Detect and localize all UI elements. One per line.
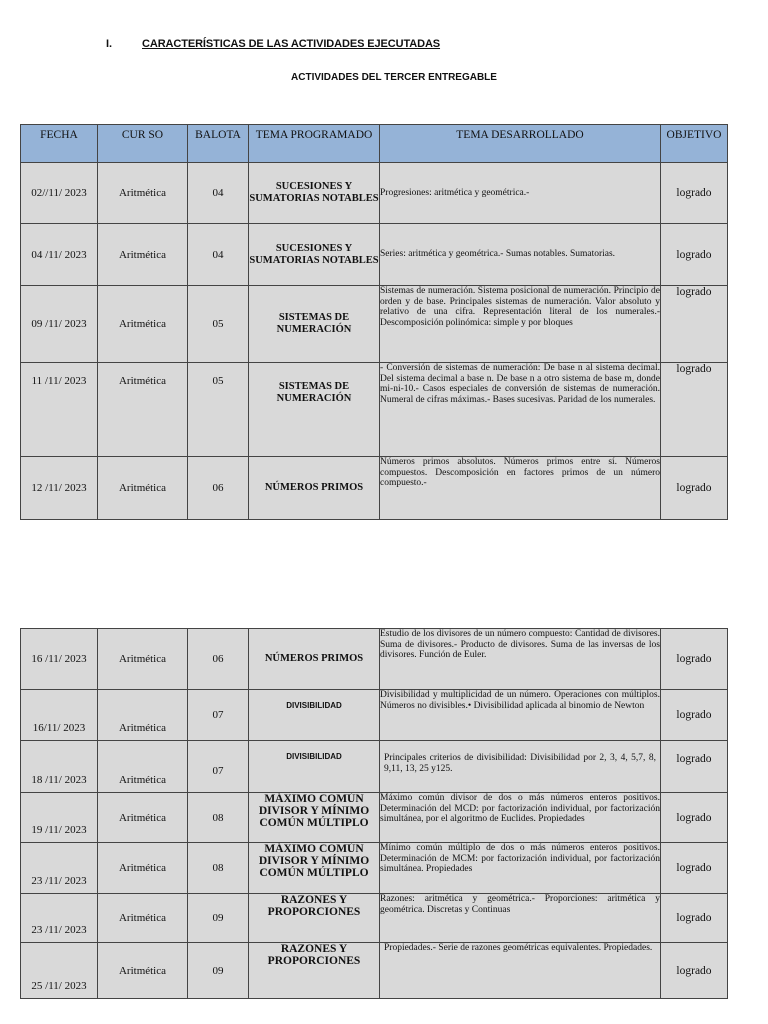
cell-curso: Aritmética [98,741,188,793]
cell-balota: 04 [188,224,249,286]
cell-fecha: 25 /11/ 2023 [21,943,98,999]
cell-curso: Aritmética [98,286,188,363]
cell-balota: 07 [188,690,249,741]
cell-tema: NÚMEROS PRIMOS [249,457,380,520]
cell-objetivo: logrado [661,843,728,894]
cell-tema: NÚMEROS PRIMOS [249,629,380,690]
cell-balota: 07 [188,741,249,793]
table-row [21,629,728,690]
cell-curso: Aritmética [98,363,188,457]
cell-tema: RAZONES Y PROPORCIONES [249,894,380,943]
header-balota: BALOTA [188,125,249,163]
activities-table-2 [20,628,728,999]
cell-tema: SISTEMAS DE NUMERACIÓN [249,363,380,457]
cell-desc: Propiedades.- Serie de razones geométricas equivalentes. Propiedades. [380,943,661,999]
cell-desc: Principales criterios de divisibilidad: Divisibilidad por 2, 3, 4, 5,7, 8, 9,11, 13, 25 y125. [380,741,661,793]
cell-balota: 04 [188,163,249,224]
cell-fecha: 23 /11/ 2023 [21,843,98,894]
cell-tema: SUCESIONES Y SUMATORIAS NOTABLES [249,224,380,286]
cell-objetivo: logrado [661,943,728,999]
cell-tema: MÁXIMO COMÚN DIVISOR Y MÍNIMO COMÚN MÚLTIPLO [249,793,380,843]
cell-desc: Máximo común divisor de dos o más números enteros positivos. Determinación del MCD: por factorización individual, por factorización simultánea, por el algoritmo de Euclides. Propiedades [380,793,661,843]
cell-desc: - Conversión de sistemas de numeración: De base n al sistema decimal. Del sistema decimal a base n. De base n a otro sistema de base m, donde mi-ni-10.- Casos especiales de conversión de sistemas de numeración. Numeral de cifras máximas.- Bases sucesivas. Paridad de los numerales. [380,363,661,457]
cell-tema: DIVISIBILIDAD [249,690,380,741]
table-row [21,363,728,457]
section-heading [106,38,440,50]
cell-objetivo: logrado [661,224,728,286]
cell-tema: SUCESIONES Y SUMATORIAS NOTABLES [249,163,380,224]
table-row [21,224,728,286]
cell-curso: Aritmética [98,224,188,286]
cell-balota: 09 [188,943,249,999]
cell-tema: DIVISIBILIDAD [249,741,380,793]
cell-curso: Aritmética [98,163,188,224]
cell-fecha: 19 /11/ 2023 [21,793,98,843]
table-header-row [21,125,728,163]
cell-curso: Aritmética [98,793,188,843]
cell-fecha: 11 /11/ 2023 [21,363,98,457]
cell-objetivo: logrado [661,741,728,793]
cell-tema: RAZONES Y PROPORCIONES [249,943,380,999]
cell-curso: Aritmética [98,629,188,690]
cell-objetivo: logrado [661,894,728,943]
cell-desc: Estudio de los divisores de un número compuesto: Cantidad de divisores. Suma de divisores.- Producto de divisores. Suma de las inversas de los divisores. Función de Euler. [380,629,661,690]
cell-curso: Aritmética [98,690,188,741]
cell-desc: Divisibilidad y multiplicidad de un número. Operaciones con múltiplos. Números no divisibles.• Divisibilidad aplicada al binomio de Newton [380,690,661,741]
table-row [21,793,728,843]
cell-objetivo: logrado [661,163,728,224]
table-row [21,894,728,943]
table-row [21,741,728,793]
cell-balota: 08 [188,793,249,843]
cell-desc: Razones: aritmética y geométrica.- Proporciones: aritmética y geométrica. Discretas y Continuas [380,894,661,943]
header-tema-programado: TEMA PROGRAMADO [249,125,380,163]
section-number: I. [106,38,112,50]
cell-fecha: 12 /11/ 2023 [21,457,98,520]
cell-fecha: 16/11/ 2023 [21,690,98,741]
cell-balota: 06 [188,457,249,520]
header-fecha: FECHA [21,125,98,163]
cell-balota: 09 [188,894,249,943]
cell-desc: Números primos absolutos. Números primos entre sí. Números compuestos. Descomposición en factores primos de un número compuesto.- [380,457,661,520]
activities-table-1 [20,124,728,520]
table-row [21,457,728,520]
cell-fecha: 04 /11/ 2023 [21,224,98,286]
cell-tema: SISTEMAS DE NUMERACIÓN [249,286,380,363]
cell-curso: Aritmética [98,843,188,894]
cell-fecha: 18 /11/ 2023 [21,741,98,793]
cell-desc: Progresiones: aritmética y geométrica.- [380,163,661,224]
cell-curso: Aritmética [98,894,188,943]
cell-objetivo: logrado [661,286,728,363]
cell-curso: Aritmética [98,457,188,520]
cell-curso: Aritmética [98,943,188,999]
header-objetivo: OBJETIVO [661,125,728,163]
cell-fecha: 02//11/ 2023 [21,163,98,224]
cell-desc: Mínimo común múltiplo de dos o más números enteros positivos. Determinación de MCM: por factorización individual, por factorización simultánea. Propiedades [380,843,661,894]
cell-desc: Sistemas de numeración. Sistema posicional de numeración. Principio de orden y de base. Principales sistemas de numeración. Valor absoluto y relativo de una cifra. Representación literal de los numerales.- Descomposición polinómica: simple y por bloques [380,286,661,363]
cell-fecha: 23 /11/ 2023 [21,894,98,943]
section-title: CARACTERÍSTICAS DE LAS ACTIVIDADES EJECUTADAS [142,38,441,50]
cell-desc: Series: aritmética y geométrica.- Sumas notables. Sumatorias. [380,224,661,286]
cell-fecha: 09 /11/ 2023 [21,286,98,363]
cell-objetivo: logrado [661,629,728,690]
table-row [21,943,728,999]
table-row [21,843,728,894]
subheading [0,72,768,83]
table-row [21,690,728,741]
table-row [21,163,728,224]
cell-fecha: 16 /11/ 2023 [21,629,98,690]
cell-balota: 08 [188,843,249,894]
cell-objetivo: logrado [661,363,728,457]
table-row [21,286,728,363]
header-tema-desarrollado: TEMA DESARROLLADO [380,125,661,163]
cell-objetivo: logrado [661,690,728,741]
subheading-text: ACTIVIDADES DEL TERCER ENTREGABLE [291,72,497,83]
cell-tema: MÁXIMO COMÚN DIVISOR Y MÍNIMO COMÚN MÚLTIPLO [249,843,380,894]
cell-balota: 05 [188,286,249,363]
cell-objetivo: logrado [661,793,728,843]
header-curso: CUR SO [98,125,188,163]
cell-objetivo: logrado [661,457,728,520]
cell-balota: 06 [188,629,249,690]
cell-balota: 05 [188,363,249,457]
